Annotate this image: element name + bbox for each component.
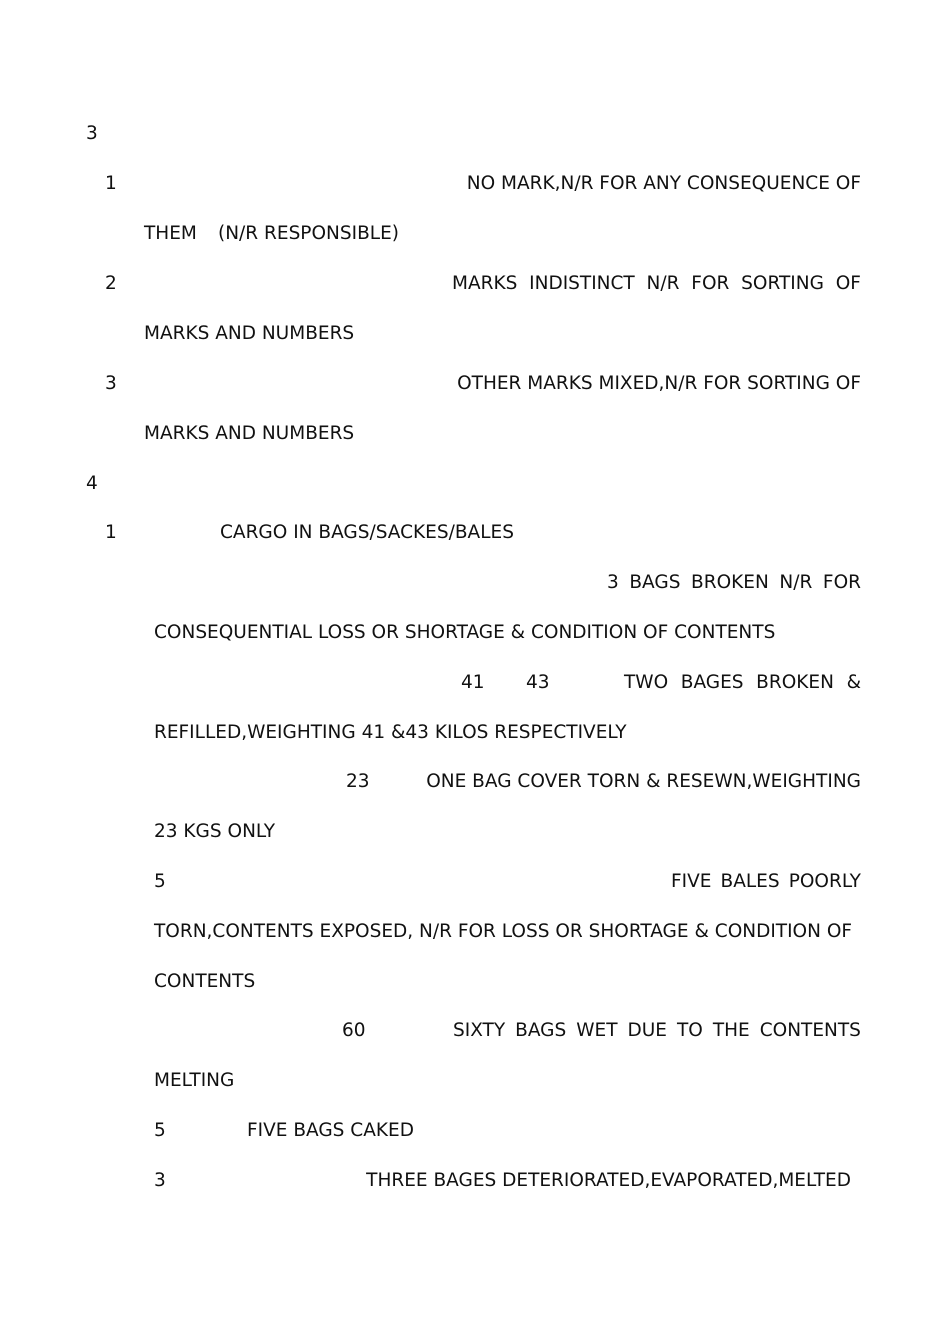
word: N/R (779, 572, 813, 593)
word: THE (712, 1020, 750, 1041)
item-4-1-label: CARGO IN BAGS/SACKES/BALES (220, 522, 514, 543)
word: MARKS (452, 273, 518, 294)
word: OF (835, 273, 861, 294)
entry-bales-line1 (671, 870, 861, 894)
entry-caked-num: 5 (154, 1120, 166, 1141)
word: POORLY (788, 871, 861, 892)
entry-torn-line2: 23 KGS ONLY (154, 821, 276, 842)
item-3-3-text-line1: OTHER MARKS MIXED,N/R FOR SORTING OF (457, 373, 861, 394)
item-3-2-text-line2: MARKS AND NUMBERS (144, 323, 355, 344)
entry-refilled-num-b: 43 (526, 672, 550, 693)
word: BAGS (515, 1020, 567, 1041)
item-3-1-text-line1: NO MARK,N/R FOR ANY CONSEQUENCE OF (466, 173, 861, 194)
entry-caked-text: FIVE BAGS CAKED (247, 1120, 414, 1141)
entry-torn-line1: ONE BAG COVER TORN & RESEWN,WEIGHTING (426, 771, 861, 792)
entry-torn-num: 23 (346, 771, 370, 792)
word: BAGES (680, 672, 744, 693)
entry-broken3-line1 (607, 571, 861, 595)
entry-wet-num: 60 (342, 1020, 366, 1041)
word: BROKEN (691, 572, 769, 593)
entry-broken3-line2: CONSEQUENTIAL LOSS OR SHORTAGE & CONDITION OF CONTENTS (154, 622, 776, 643)
word: DUE (627, 1020, 667, 1041)
entry-bales-num: 5 (154, 871, 166, 892)
word: FIVE (671, 871, 712, 892)
word: SIXTY (453, 1020, 506, 1041)
word: FOR (822, 572, 861, 593)
word: N/R (646, 273, 680, 294)
word: FOR (691, 273, 730, 294)
word: WET (576, 1020, 618, 1041)
entry-bales-line3: CONTENTS (154, 971, 256, 992)
entry-refilled-line1 (624, 671, 861, 695)
word: TO (676, 1020, 703, 1041)
word: BAGS (629, 572, 681, 593)
word: & (846, 672, 861, 693)
item-3-2-number: 2 (105, 273, 117, 294)
entry-wet-line2: MELTING (154, 1070, 235, 1091)
entry-wet-line1 (453, 1019, 861, 1043)
word: TWO (624, 672, 669, 693)
entry-deteriorated-text: THREE BAGES DETERIORATED,EVAPORATED,MELTED (366, 1170, 851, 1191)
item-3-1-text-line2b: (N/R RESPONSIBLE) (218, 223, 399, 244)
item-3-2-text-line1 (452, 272, 861, 296)
item-3-1-text-line2a: THEM (144, 223, 197, 244)
entry-deteriorated-num: 3 (154, 1170, 166, 1191)
item-3-3-number: 3 (105, 373, 117, 394)
word: BALES (720, 871, 780, 892)
word: INDISTINCT (529, 273, 635, 294)
word: BROKEN (756, 672, 834, 693)
word: 3 (607, 572, 619, 593)
item-3-3-text-line2: MARKS AND NUMBERS (144, 423, 355, 444)
entry-refilled-num-a: 41 (461, 672, 485, 693)
item-3-1-number: 1 (105, 173, 117, 194)
section-3-number: 3 (86, 123, 98, 144)
section-4-number: 4 (86, 473, 98, 494)
word: CONTENTS (759, 1020, 861, 1041)
entry-bales-line2: TORN,CONTENTS EXPOSED, N/R FOR LOSS OR SHORTAGE & CONDITION OF (154, 921, 853, 942)
word: SORTING (741, 273, 824, 294)
entry-refilled-line2: REFILLED,WEIGHTING 41 &43 KILOS RESPECTIVELY (154, 722, 627, 743)
item-4-1-number: 1 (105, 522, 117, 543)
